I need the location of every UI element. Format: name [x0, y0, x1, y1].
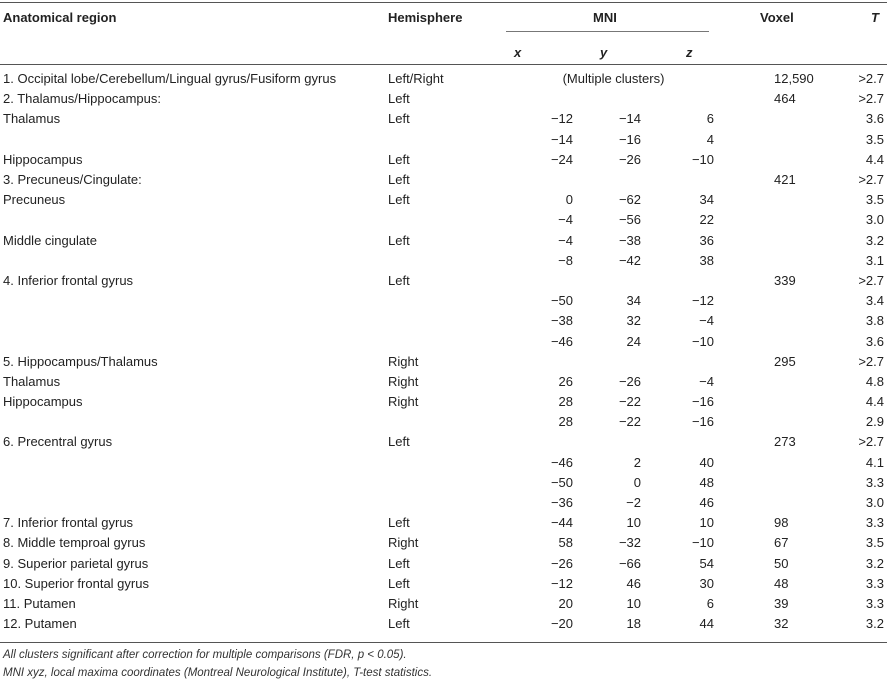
cell-hemisphere: Right	[388, 595, 419, 611]
cell-hemisphere: Right	[388, 353, 419, 369]
header-mni: MNI	[593, 10, 617, 25]
table-row	[0, 150, 887, 170]
table-row	[0, 493, 887, 513]
cell-voxel	[714, 331, 850, 351]
table-note-significance: All clusters significant after correction for multiple comparisons (FDR, p < 0.05).	[3, 649, 407, 661]
cell-z: −16	[691, 394, 714, 410]
cell-hemisphere: Right	[388, 373, 419, 389]
cell-hemisphere	[388, 331, 513, 351]
cell-region: Hippocampus	[3, 151, 83, 167]
cell-t: 3.2	[865, 232, 884, 248]
cell-t: >2.7	[858, 353, 884, 369]
cell-t: 3.3	[865, 474, 884, 490]
cell-hemisphere: Left	[388, 151, 410, 167]
header-x: x	[514, 45, 522, 60]
table-note-abbreviations: MNI xyz, local maxima coordinates (Montreal Neurological Institute), T-test statistics.	[3, 667, 433, 679]
cell-hemisphere: Left	[388, 91, 410, 107]
header-voxel: Voxel	[760, 10, 794, 25]
cell-y	[573, 432, 641, 452]
cell-voxel: 295	[774, 353, 796, 369]
cell-x	[513, 271, 573, 291]
cell-hemisphere: Left	[388, 232, 410, 248]
cell-z: 6	[706, 111, 714, 127]
cell-voxel: 339	[774, 272, 796, 288]
cell-voxel	[714, 109, 850, 129]
cell-x	[513, 170, 573, 190]
cell-region: Hippocampus	[3, 394, 83, 410]
cell-voxel	[714, 372, 850, 392]
table-row	[0, 352, 887, 372]
cell-hemisphere	[388, 412, 513, 432]
cell-region	[0, 251, 388, 271]
cell-y	[573, 271, 641, 291]
cell-hemisphere	[388, 210, 513, 230]
cell-voxel	[714, 392, 850, 412]
cell-voxel	[714, 453, 850, 473]
cell-t: 4.8	[865, 373, 884, 389]
cell-region	[0, 412, 388, 432]
cell-t: 3.8	[865, 313, 884, 329]
table-row	[0, 412, 887, 432]
cell-voxel	[714, 210, 850, 230]
cell-x	[513, 432, 573, 452]
table-row	[0, 231, 887, 251]
cell-region: 9. Superior parietal gyrus	[3, 555, 149, 571]
cell-t: 3.2	[865, 616, 884, 632]
cell-t: 3.1	[865, 252, 884, 268]
cell-z: 30	[699, 575, 714, 591]
cell-t: 2.9	[865, 414, 884, 430]
cell-z: 22	[699, 212, 714, 228]
cell-y: 10	[626, 515, 641, 531]
cell-hemisphere: Left/Right	[388, 71, 444, 87]
cell-hemisphere	[388, 130, 513, 150]
cell-x: −26	[550, 555, 573, 571]
cell-z: −10	[691, 151, 714, 167]
cell-x: −46	[550, 333, 573, 349]
cell-x: −24	[550, 151, 573, 167]
cell-voxel	[714, 311, 850, 331]
cell-x: 0	[565, 192, 573, 208]
cell-t: 3.5	[865, 131, 884, 147]
cell-hemisphere	[388, 453, 513, 473]
cell-z: 10	[699, 515, 714, 531]
cell-y	[573, 352, 641, 372]
table-row	[0, 392, 887, 412]
cell-t: 3.4	[865, 293, 884, 309]
table-row	[0, 170, 887, 190]
table-row	[0, 513, 887, 533]
cell-y	[573, 170, 641, 190]
cell-region	[0, 331, 388, 351]
cell-hemisphere	[388, 473, 513, 493]
header-bottom-rule	[0, 64, 887, 65]
header-y: y	[600, 45, 608, 60]
table-row	[0, 69, 887, 89]
cell-y	[573, 89, 641, 109]
cell-y: −32	[618, 535, 641, 551]
cell-t: 3.5	[865, 535, 884, 551]
cell-t: 3.6	[865, 111, 884, 127]
cell-z: −4	[699, 373, 714, 389]
cell-voxel	[714, 150, 850, 170]
cell-z: 46	[699, 495, 714, 511]
cell-region	[0, 453, 388, 473]
cell-z: 44	[699, 616, 714, 632]
cell-region: 7. Inferior frontal gyrus	[3, 515, 134, 531]
cell-x: −46	[550, 454, 573, 470]
cell-z: 6	[706, 595, 714, 611]
header-hemisphere: Hemisphere	[388, 10, 463, 25]
cell-t: >2.7	[858, 434, 884, 450]
cell-region: 6. Precentral gyrus	[3, 434, 113, 450]
table-row	[0, 533, 887, 553]
cell-y: 18	[626, 616, 641, 632]
cell-x: −36	[550, 495, 573, 511]
cell-hemisphere: Right	[388, 394, 419, 410]
cell-x: 20	[558, 595, 573, 611]
cell-t: 3.2	[865, 555, 884, 571]
cell-x: −20	[550, 616, 573, 632]
cell-t: >2.7	[858, 91, 884, 107]
cell-region: Thalamus	[3, 373, 61, 389]
cell-z: −10	[691, 333, 714, 349]
cell-x: −50	[550, 293, 573, 309]
cell-z: −12	[691, 293, 714, 309]
cell-voxel	[714, 473, 850, 493]
cell-region: 4. Inferior frontal gyrus	[3, 272, 134, 288]
cell-t: 3.3	[865, 515, 884, 531]
cell-t: 4.1	[865, 454, 884, 470]
cell-y: 10	[626, 595, 641, 611]
header-z: z	[686, 45, 693, 60]
results-table	[0, 69, 887, 634]
cell-hemisphere: Left	[388, 616, 410, 632]
cell-region	[0, 210, 388, 230]
table-row	[0, 251, 887, 271]
cell-voxel	[714, 190, 850, 210]
cell-voxel: 67	[774, 535, 789, 551]
cell-y: −22	[618, 414, 641, 430]
cell-x: −8	[558, 252, 573, 268]
cell-t: 3.0	[865, 212, 884, 228]
cell-t: 3.0	[865, 495, 884, 511]
cell-z	[641, 170, 714, 190]
table-row	[0, 453, 887, 473]
cell-voxel	[714, 130, 850, 150]
cell-region: 1. Occipital lobe/Cerebellum/Lingual gyrus/Fusiform gyrus	[3, 71, 337, 87]
cell-z: 54	[699, 555, 714, 571]
cell-region: Middle cingulate	[3, 232, 97, 248]
cell-y: 0	[633, 474, 641, 490]
table-row	[0, 372, 887, 392]
cell-y: 2	[633, 454, 641, 470]
cell-y: −42	[618, 252, 641, 268]
cell-z: 36	[699, 232, 714, 248]
cell-t: 3.3	[865, 595, 884, 611]
cell-y: −62	[618, 192, 641, 208]
cell-hemisphere: Left	[388, 555, 410, 571]
cell-x: −38	[550, 313, 573, 329]
cell-hemisphere: Left	[388, 434, 410, 450]
cell-voxel	[714, 231, 850, 251]
cell-t: >2.7	[858, 172, 884, 188]
cell-region: 5. Hippocampus/Thalamus	[3, 353, 158, 369]
cell-y: −56	[618, 212, 641, 228]
table-row	[0, 574, 887, 594]
cell-voxel: 273	[774, 434, 796, 450]
cell-x: 28	[558, 414, 573, 430]
cell-x	[513, 89, 573, 109]
cell-hemisphere: Left	[388, 192, 410, 208]
cell-y: 32	[626, 313, 641, 329]
table-row	[0, 594, 887, 614]
cell-z: 40	[699, 454, 714, 470]
cell-z: 48	[699, 474, 714, 490]
cell-t: 4.4	[865, 151, 884, 167]
cell-x: −14	[550, 131, 573, 147]
cell-z	[641, 352, 714, 372]
cell-z: −10	[691, 535, 714, 551]
cell-region	[0, 130, 388, 150]
cell-voxel: 48	[774, 575, 789, 591]
cell-hemisphere	[388, 493, 513, 513]
cell-z	[641, 89, 714, 109]
table-row	[0, 432, 887, 452]
cell-hemisphere: Left	[388, 111, 410, 127]
cell-region: Precuneus	[3, 192, 66, 208]
table-row	[0, 311, 887, 331]
cell-hemisphere: Left	[388, 515, 410, 531]
cell-z: −16	[691, 414, 714, 430]
cell-voxel: 464	[774, 91, 796, 107]
cell-region	[0, 493, 388, 513]
cell-x: 26	[558, 373, 573, 389]
table-row	[0, 614, 887, 634]
table-row	[0, 130, 887, 150]
cell-x: 58	[558, 535, 573, 551]
cell-region: 12. Putamen	[3, 616, 77, 632]
cell-z: 4	[706, 131, 714, 147]
cell-y: 24	[626, 333, 641, 349]
cell-x: −44	[550, 515, 573, 531]
cell-x: −4	[558, 212, 573, 228]
table-row	[0, 291, 887, 311]
cell-y: 46	[626, 575, 641, 591]
cell-region: Thalamus	[3, 111, 61, 127]
cell-y: −16	[618, 131, 641, 147]
cell-region: 8. Middle temproal gyrus	[3, 535, 146, 551]
cell-region	[0, 473, 388, 493]
table-row	[0, 210, 887, 230]
table-row	[0, 331, 887, 351]
cell-voxel: 50	[774, 555, 789, 571]
cell-voxel	[714, 291, 850, 311]
mni-header-rule	[506, 31, 709, 32]
table-top-rule	[0, 2, 887, 3]
cell-y: −26	[618, 373, 641, 389]
cell-z: 38	[699, 252, 714, 268]
cell-x: −12	[550, 575, 573, 591]
cell-hemisphere: Right	[388, 535, 419, 551]
cell-region: 2. Thalamus/Hippocampus:	[3, 91, 162, 107]
table-row	[0, 89, 887, 109]
cell-hemisphere	[388, 311, 513, 331]
cell-t: 3.6	[865, 333, 884, 349]
cell-t: 3.5	[865, 192, 884, 208]
cell-hemisphere: Left	[388, 172, 410, 188]
table-row	[0, 190, 887, 210]
cell-voxel: 32	[774, 616, 789, 632]
cell-y: −38	[618, 232, 641, 248]
table-row	[0, 554, 887, 574]
cell-y: −2	[626, 495, 641, 511]
cell-y: −22	[618, 394, 641, 410]
cell-t: >2.7	[858, 71, 884, 87]
cell-x: −12	[550, 111, 573, 127]
cell-voxel: 421	[774, 172, 796, 188]
cell-y: −26	[618, 151, 641, 167]
results-table-body	[0, 69, 887, 634]
cell-y: −66	[618, 555, 641, 571]
cell-x: 28	[558, 394, 573, 410]
cell-region: 10. Superior frontal gyrus	[3, 575, 149, 591]
cell-region: 11. Putamen	[3, 595, 76, 611]
table-row	[0, 109, 887, 129]
cell-hemisphere	[388, 251, 513, 271]
cell-region	[0, 311, 388, 331]
cell-voxel: 39	[774, 595, 789, 611]
table-row	[0, 271, 887, 291]
cell-z: −4	[699, 313, 714, 329]
cell-region	[0, 291, 388, 311]
cell-voxel: 12,590	[774, 71, 814, 87]
cell-multiple-clusters: (Multiple clusters)	[562, 71, 665, 87]
cell-voxel	[714, 412, 850, 432]
table-bottom-rule	[0, 642, 887, 643]
cell-y: −14	[618, 111, 641, 127]
cell-hemisphere: Left	[388, 272, 410, 288]
cell-z: 34	[699, 192, 714, 208]
cell-hemisphere: Left	[388, 575, 410, 591]
cell-hemisphere	[388, 291, 513, 311]
cell-voxel	[714, 251, 850, 271]
cell-x: −50	[550, 474, 573, 490]
cell-z	[641, 432, 714, 452]
cell-z	[641, 271, 714, 291]
cell-region: 3. Precuneus/Cingulate:	[3, 172, 142, 188]
cell-x: −4	[558, 232, 573, 248]
cell-voxel	[714, 493, 850, 513]
header-t: T	[871, 10, 879, 25]
header-anatomical-region: Anatomical region	[3, 10, 117, 25]
cell-voxel: 98	[774, 515, 789, 531]
cell-t: >2.7	[858, 272, 884, 288]
cell-t: 3.3	[865, 575, 884, 591]
cell-x	[513, 352, 573, 372]
table-row	[0, 473, 887, 493]
cell-t: 4.4	[865, 394, 884, 410]
cell-y: 34	[626, 293, 641, 309]
